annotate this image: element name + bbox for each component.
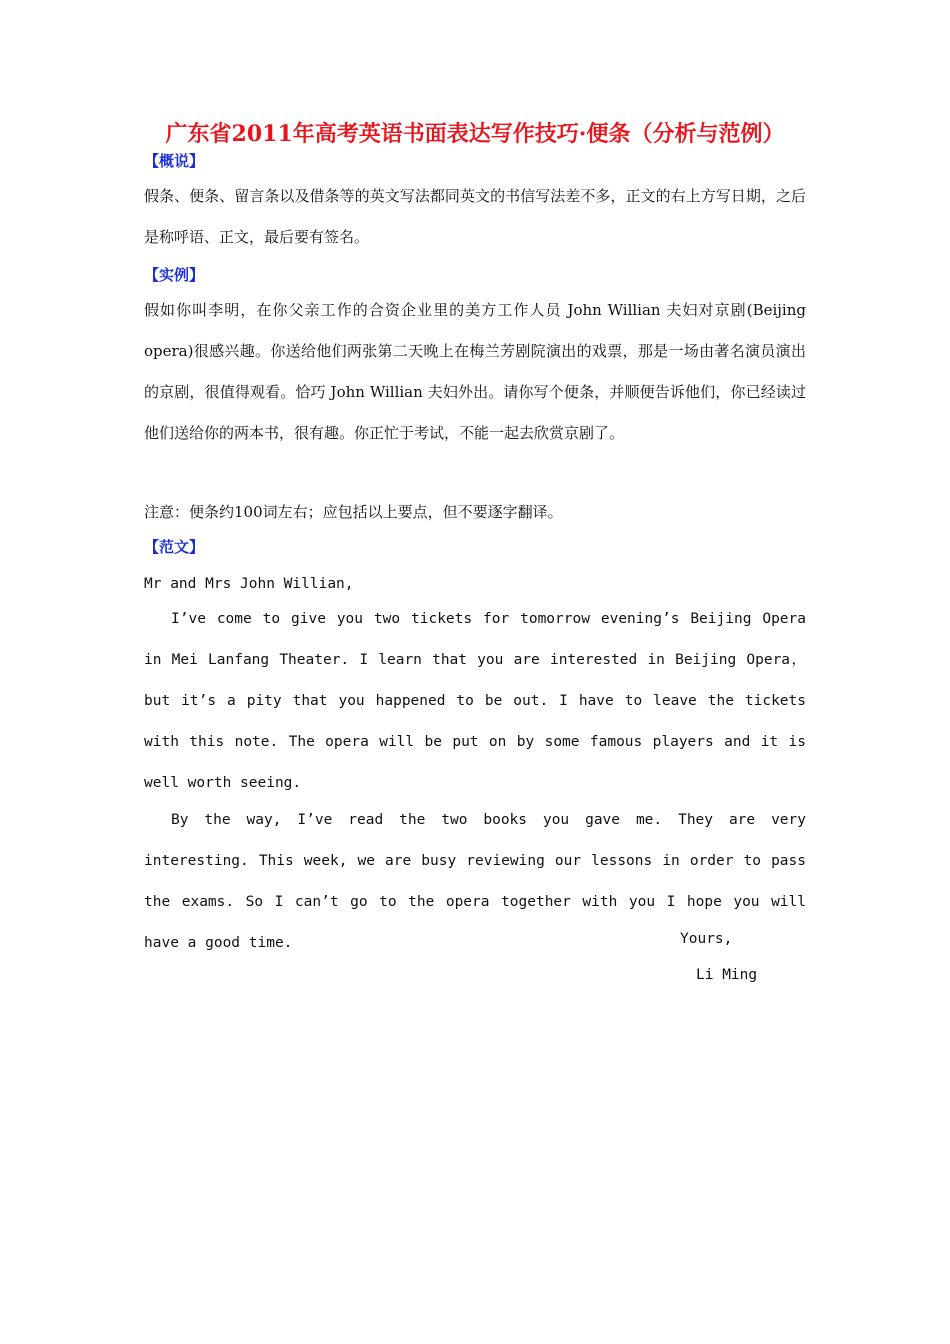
sample-signature: Li Ming	[696, 967, 758, 983]
overview-text: 假条、便条、留言条以及借条等的英文写法都同英文的书信写法差不多，正文的右上方写日期，之后是称呼语、正文，最后要有签名。	[144, 187, 806, 246]
sample-heading: 【范文】	[144, 538, 205, 556]
sample-salutation: Mr and Mrs John Willian,	[144, 576, 354, 592]
example-note: 注意：便条约100词左右；应包括以上要点，但不要逐字翻译。	[144, 503, 563, 521]
page-title: 广东省2011年高考英语书面表达写作技巧·便条（分析与范例）	[165, 121, 785, 147]
example-text: 假如你叫李明，在你父亲工作的合资企业里的美方工作人员 John Willian 夫妇对京剧(Beijing opera)很感兴趣。你送给他们两张第二天晚上在梅兰芳剧院演出的戏票，那是一场由著名演员演出的京剧，很值得观看。恰巧 John Willian 夫妇外出。请你写个便条，并顺便告诉他们，你已经读过他们送给你的两本书，很有趣。你正忙于考试，不能一起去欣赏京剧了。	[144, 301, 806, 442]
example-heading: 【实例】	[144, 266, 205, 284]
overview-heading: 【概说】	[144, 152, 205, 170]
sample-paragraph-2: By the way, I’ve read the two books you gave me. They are very interesting. This week, we are busy reviewing our lessons in order to pass the exams. So I can’t go to the opera together with you I hope you will have a good time.	[144, 812, 806, 951]
sample-paragraph-1: I’ve come to give you two tickets for tomorrow evening’s Beijing Opera in Mei Lanfang Theater. I learn that you are interested in Beijing Opera，but it’s a pity that you happened to be out. I have to leave the tickets with this note. The opera will be put on by some famous players and it is well worth seeing.	[144, 611, 806, 791]
sample-closing: Yours,	[680, 931, 733, 947]
